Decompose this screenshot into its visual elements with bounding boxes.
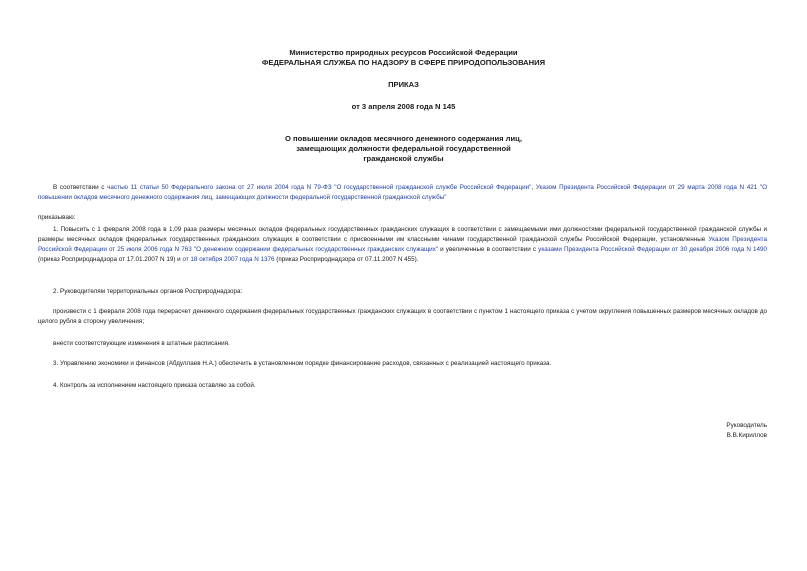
service-name: ФЕДЕРАЛЬНАЯ СЛУЖБА ПО НАДЗОРУ В СФЕРЕ ПРИРОДОПОЛЬЗОВАНИЯ bbox=[261, 58, 546, 67]
document-title-line-2: замещающих должности федеральной государственной bbox=[296, 144, 511, 153]
preamble-paragraph bbox=[38, 183, 767, 203]
ministry-name: Министерство природных ресурсов Российской Федерации bbox=[289, 48, 518, 57]
document-date-number: от 3 апреля 2008 года N 145 bbox=[351, 102, 456, 111]
signature-position: Руководитель bbox=[726, 422, 767, 429]
item-2-paragraph: 2. Руководителям территориальных органов Росприроднадзора: bbox=[53, 288, 243, 295]
law-article-link[interactable]: частью 11 статьи 50 Федерального закона от 27 июля 2004 года N 79-ФЗ "О государственной гражданской службе Российской Федерации" bbox=[107, 184, 532, 191]
document-type: ПРИКАЗ bbox=[388, 80, 419, 89]
document-title-line-1: О повышении окладов месячного денежного содержания лиц, bbox=[285, 134, 522, 143]
item-2-subitem-staffing: внести соответствующие изменения в штатные расписания. bbox=[53, 340, 230, 347]
item-1-text-2: и увеличенные в соответствии с bbox=[438, 246, 539, 253]
decree-1490-link[interactable]: указами Президента Российской Федерации от 30 декабря 2006 года N 1490 bbox=[538, 246, 767, 253]
item-4-paragraph: 4. Контроль за исполнением настоящего приказа оставляю за собой. bbox=[53, 382, 256, 389]
item-1-text: 1. Повысить с 1 февраля 2008 года в 1,09 раза размеры месячных окладов федеральных государственных гражданских служащих в соответствии с замещаемыми ими должностями федеральной государственной гражданской службы и размеры месячных окладов федеральных государственных гражданских служащих в соответствии с присвоенными им классными чинами государственной гражданской службы Российской Федерации, установленные bbox=[38, 226, 767, 243]
decree-421-link[interactable]: Указом Президента Российской Федерации от 29 марта 2008 года N 421 "О повышении окладов месячного денежного содержания лиц, замещающих должности федеральной государственной гражданской службы" bbox=[38, 184, 768, 201]
decree-763-link[interactable]: Указом Президента Российской Федерации от 25 июля 2006 года N 763 "О денежном содержании федеральных государственных гражданских служащих" bbox=[38, 236, 767, 253]
decree-1376-link[interactable]: от 18 октября 2007 года N 1376 bbox=[182, 256, 275, 263]
signature-name: В.В.Кириллов bbox=[726, 432, 767, 439]
item-1-text-3: (приказ Росприроднадзора от 17.01.2007 N 19) и bbox=[38, 256, 183, 263]
item-2-subitem-recalc: произвести с 1 февраля 2008 года перерасчет денежного содержания федеральных государственных гражданских служащих в соответствии с пунктом 1 настоящего приказа с учетом округления повышенных размеров месячных окладов до целого рубля в сторону увеличения; bbox=[38, 308, 767, 325]
preamble-text: В соответствии с bbox=[53, 184, 108, 191]
preamble-separator: , bbox=[531, 184, 536, 191]
order-word: приказываю: bbox=[38, 214, 76, 221]
item-3-paragraph: 3. Управлению экономики и финансов (Абдуллаев Н.А.) обеспечить в установленном порядке финансирование расходов, связанных с реализацией настоящего приказа. bbox=[53, 360, 552, 367]
item-1-paragraph bbox=[38, 225, 767, 265]
item-1-text-4: (приказ Росприроднадзора от 07.11.2007 N 455). bbox=[274, 256, 419, 263]
document-title-line-3: гражданской службы bbox=[363, 154, 444, 163]
